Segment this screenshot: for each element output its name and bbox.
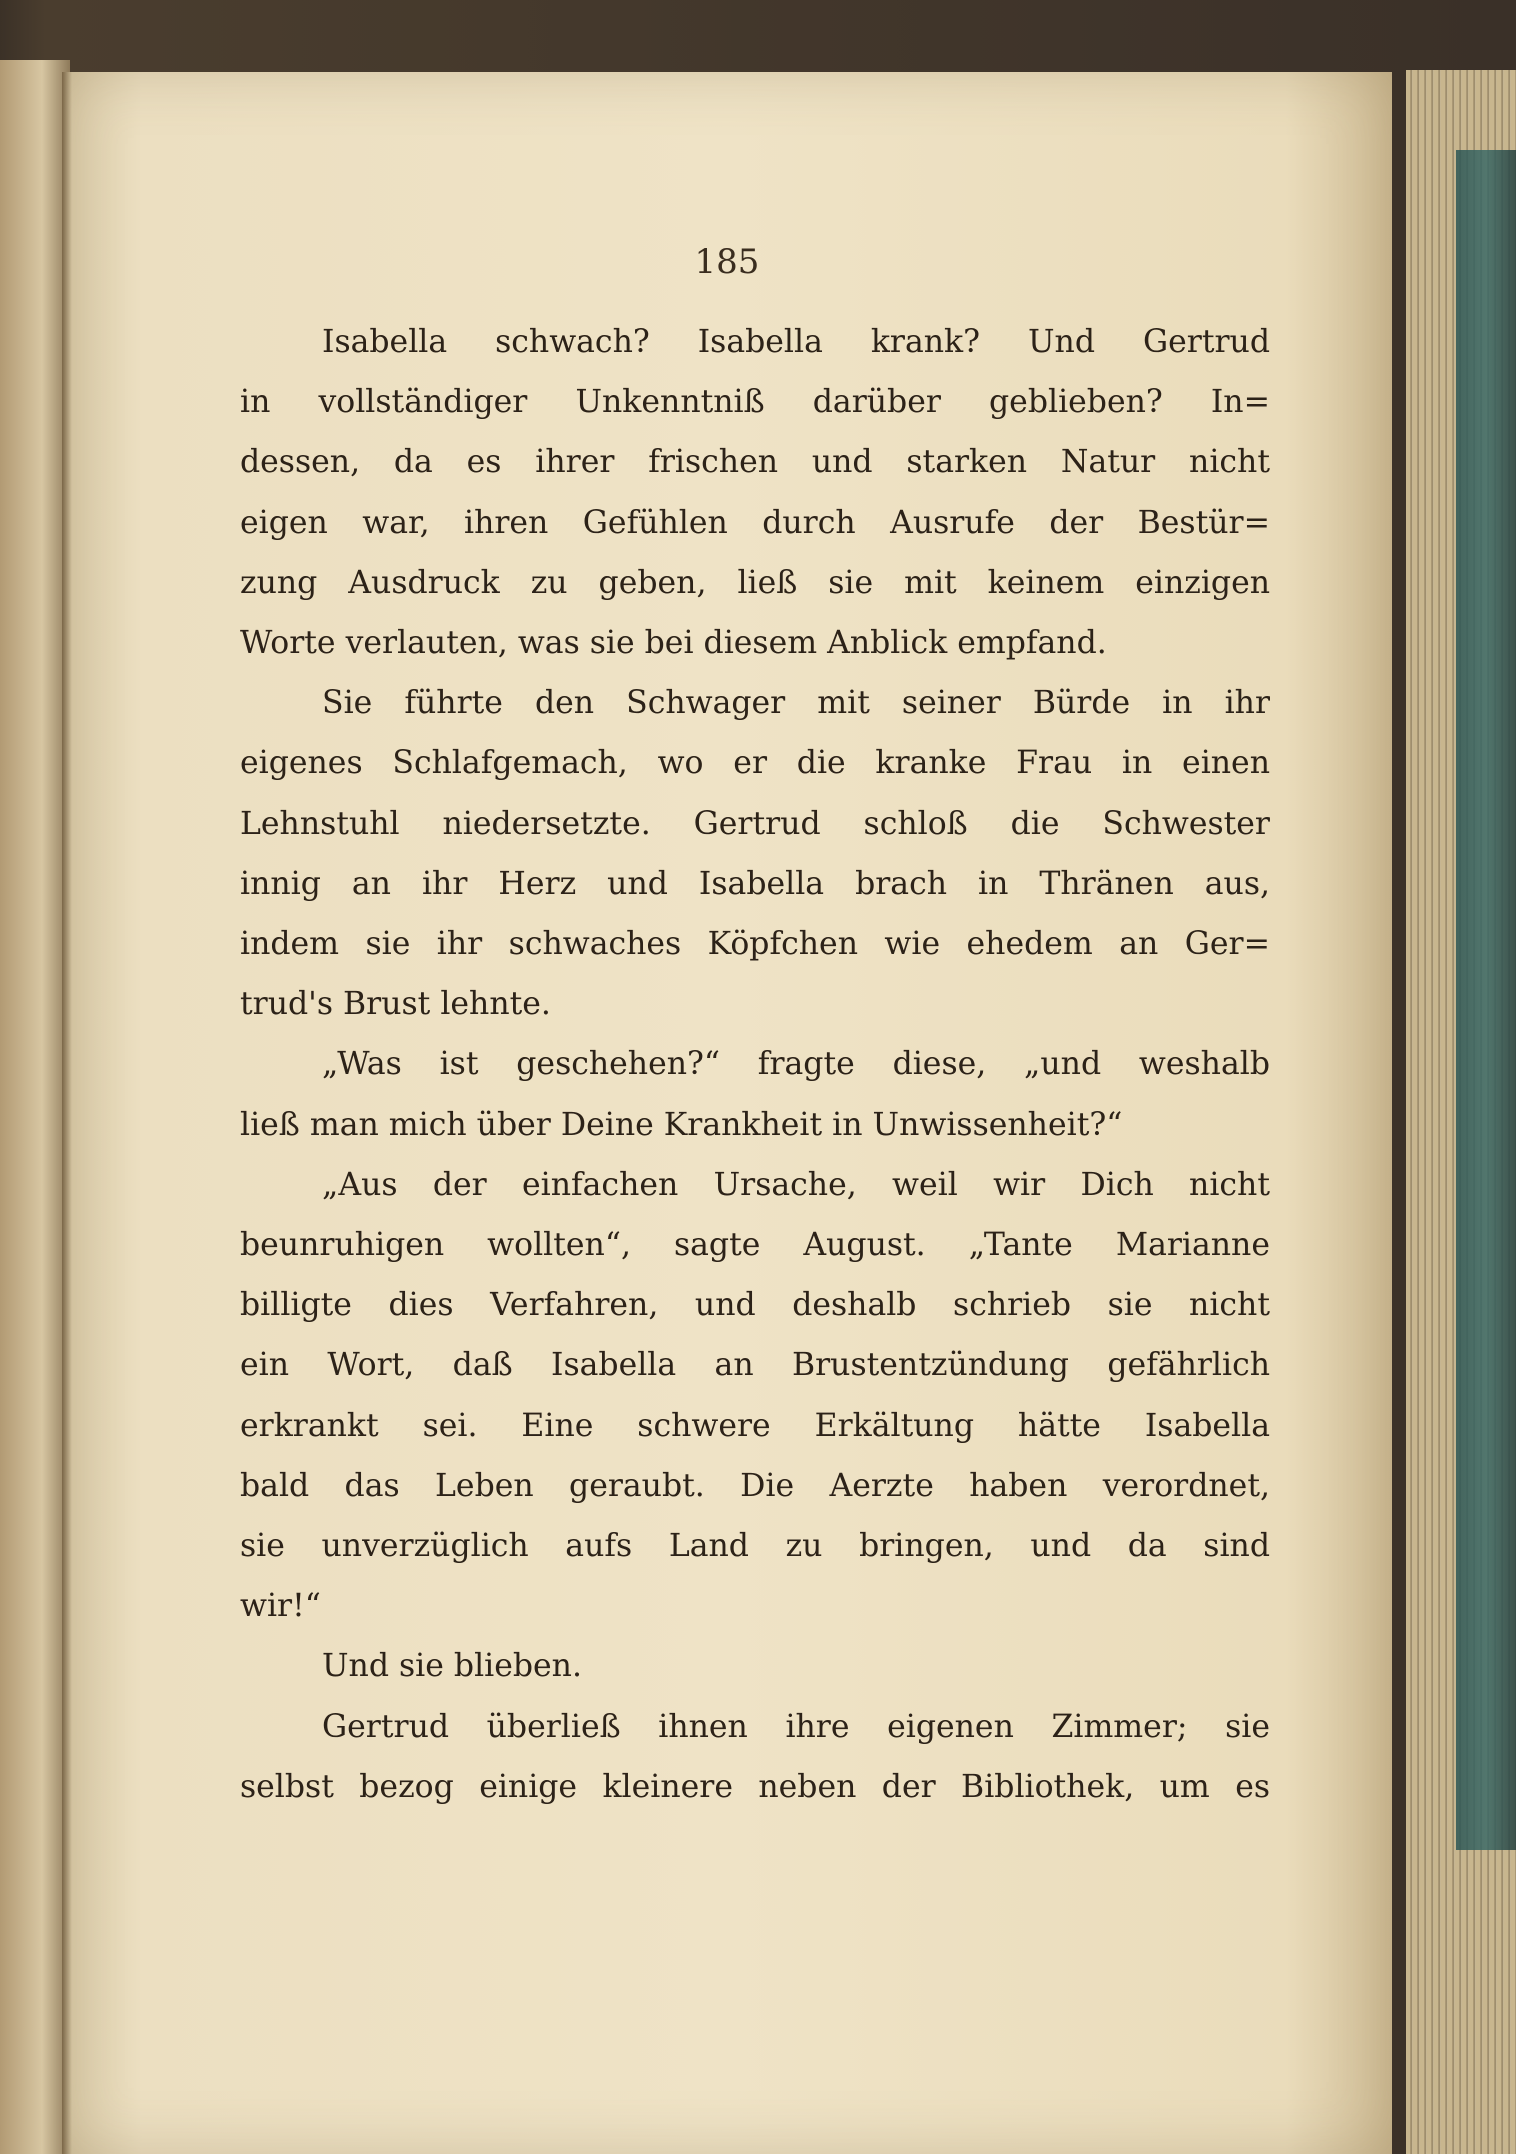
text-line: Isabella schwach? Isabella krank? Und Gertrud [322, 324, 1270, 360]
text-line: ein Wort, daß Isabella an Brustentzündung gefährlich [240, 1347, 1270, 1384]
text-line: ließ man mich über Deine Krankheit in Unwissenheit?“ [240, 1106, 1123, 1143]
text-line: Worte verlauten, was sie bei diesem Anblick empfand. [240, 625, 1107, 662]
text-line: „Aus der einfachen Ursache, weil wir Dich nicht [322, 1166, 1270, 1203]
text-line: eigen war, ihren Gefühlen durch Ausrufe der Bestür= [240, 504, 1270, 541]
book-binding [1456, 150, 1516, 1850]
text-line: billigte dies Verfahren, und deshalb schrieb sie nicht [240, 1287, 1270, 1324]
text-line: bald das Leben geraubt. Die Aerzte haben verordnet, [240, 1467, 1270, 1504]
text-line: dessen, da es ihrer frischen und starken Natur nicht [240, 444, 1270, 481]
page-number: 185 [694, 242, 760, 282]
text-line: zung Ausdruck zu geben, ließ sie mit keinem einzigen [240, 564, 1270, 601]
book-page [62, 72, 1392, 2154]
text-line: wir!“ [240, 1588, 321, 1625]
page-text [240, 312, 1270, 1817]
text-line: indem sie ihr schwaches Köpfchen wie ehedem an Ger= [240, 926, 1270, 963]
text-line: selbst bezog einige kleinere neben der Bibliothek, um es [240, 1768, 1270, 1805]
text-line: beunruhigen wollten“, sagte August. „Tante Marianne [240, 1227, 1270, 1264]
text-line: sie unverzüglich aufs Land zu bringen, und da sind [240, 1528, 1270, 1565]
text-line: eigenes Schlafgemach, wo er die kranke Frau in einen [240, 745, 1270, 782]
text-line: Lehnstuhl niedersetzte. Gertrud schloß die Schwester [240, 805, 1270, 842]
text-line: erkrankt sei. Eine schwere Erkältung hätte Isabella [240, 1407, 1270, 1444]
text-line: Sie führte den Schwager mit seiner Bürde in ihr [322, 685, 1270, 722]
text-line: trud's Brust lehnte. [240, 986, 551, 1023]
text-line: innig an ihr Herz und Isabella brach in Thränen aus, [240, 865, 1270, 902]
left-page-edge [0, 60, 70, 2154]
page-gutter [62, 72, 72, 2154]
text-line: Und sie blieben. [322, 1648, 582, 1685]
text-line: Gertrud überließ ihnen ihre eigenen Zimmer; sie [322, 1708, 1270, 1745]
text-line: „Was ist geschehen?“ fragte diese, „und weshalb [322, 1046, 1270, 1083]
text-line: in vollständiger Unkenntniß darüber geblieben? In= [240, 384, 1270, 421]
